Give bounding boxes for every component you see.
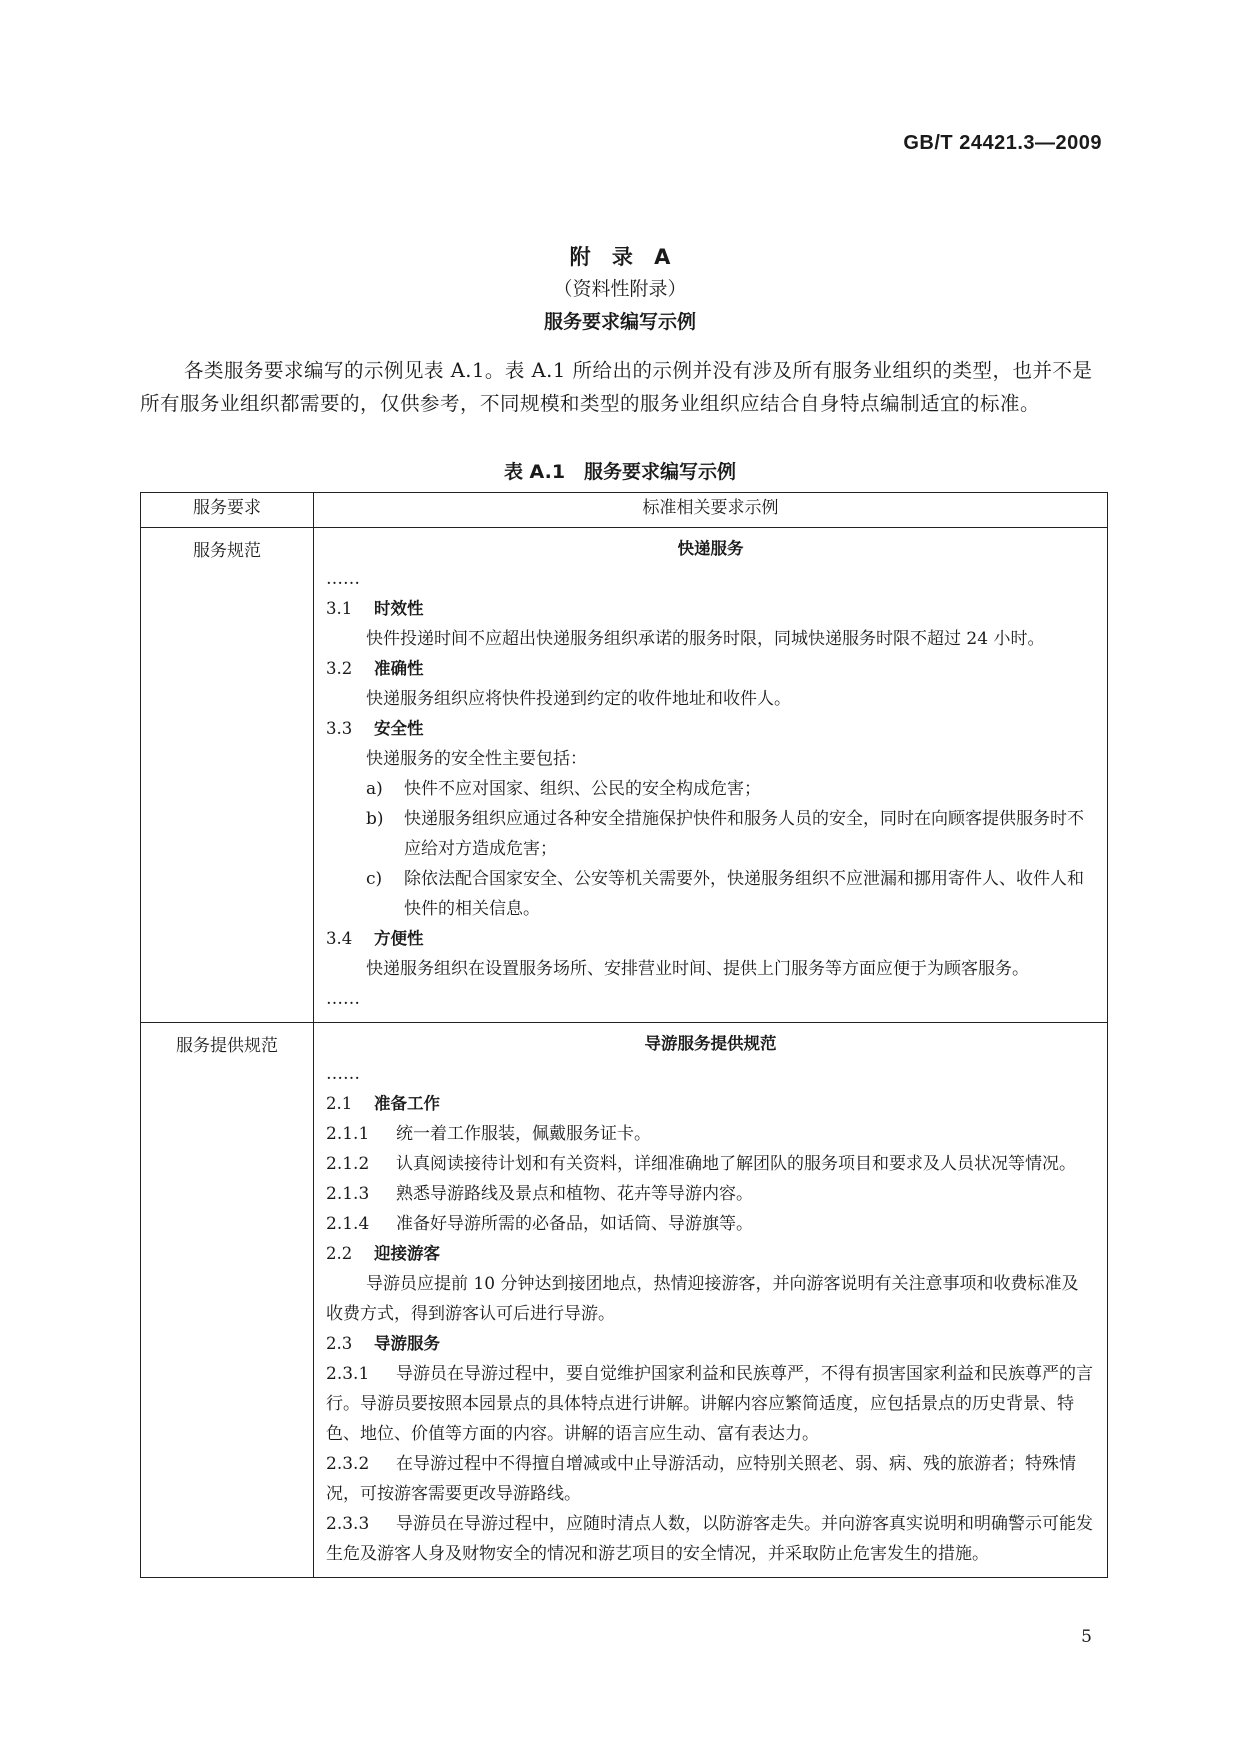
clause-heading (326, 1329, 1095, 1359)
clause-title: 安全性 (374, 719, 424, 738)
list-item (326, 864, 1095, 924)
subclause-number: 2.1.3 (326, 1184, 370, 1204)
list-item-text: 快递服务组织应通过各种安全措施保护快件和服务人员的安全，同时在向顾客提供服务时不应给对方造成危害； (404, 809, 1084, 859)
clause-title: 准备工作 (374, 1094, 440, 1113)
subclause-number: 2.3.3 (326, 1514, 370, 1534)
annex-title: 附 录 A (569, 245, 671, 269)
clause-text: 快递服务组织应将快件投递到约定的收件地址和收件人。 (366, 689, 791, 709)
table-row (141, 528, 1108, 1023)
clause-number: 2.2 (326, 1244, 353, 1263)
subclause-number: 2.1.2 (326, 1154, 370, 1174)
subclause (326, 1149, 1095, 1179)
list-item-text: 除依法配合国家安全、公安等机关需要外，快递服务组织不应泄漏和挪用寄件人、收件人和快件的相关信息。 (404, 869, 1084, 919)
subclause (326, 1179, 1095, 1209)
subclause-text: 导游员在导游过程中，要自觉维护国家利益和民族尊严，不得有损害国家利益和民族尊严的言行。导游员要按照本园景点的具体特点进行讲解。讲解内容应繁简适度，应包括景点的历史背景、特色、地位、价值等方面的内容。讲解的语言应生动、富有表达力。 (326, 1364, 1093, 1444)
ellipsis: …… (326, 1064, 360, 1084)
column-header-requirement: 服务要求 (141, 493, 314, 528)
clause-title: 准确性 (374, 659, 424, 678)
list-marker: b) (366, 809, 384, 829)
subclause-text: 认真阅读接待计划和有关资料，详细准确地了解团队的服务项目和要求及人员状况等情况。 (396, 1154, 1076, 1174)
section-title: 导游服务提供规范 (644, 1034, 777, 1053)
service-requirements-table (140, 492, 1108, 1578)
subclause-paragraph (326, 1359, 1095, 1449)
clause-title: 时效性 (374, 599, 424, 618)
clause-title: 方便性 (374, 929, 424, 948)
clause-text: 快递服务的安全性主要包括： (366, 749, 587, 769)
clause-heading (326, 714, 1095, 744)
subclause-text: 熟悉导游路线及景点和植物、花卉等导游内容。 (396, 1184, 753, 1204)
list-marker: a) (366, 779, 383, 799)
clause-title: 导游服务 (374, 1334, 440, 1353)
subclause-paragraph (326, 1449, 1095, 1509)
page-number: 5 (1081, 1627, 1092, 1647)
table-header-row (141, 493, 1108, 528)
clause-number: 3.4 (326, 929, 353, 948)
row-content (314, 528, 1108, 1023)
clause-text: 快件投递时间不应超出快递服务组织承诺的服务时限，同城快递服务时限不超过 24 小时。 (366, 629, 1045, 649)
subclause (326, 1119, 1095, 1149)
table-caption: 表 A.1 服务要求编写示例 (503, 461, 737, 483)
section-title: 快递服务 (677, 539, 744, 558)
annex-type: （资料性附录） (553, 278, 687, 300)
intro-paragraph: 各类服务要求编写的示例见表 A.1。表 A.1 所给出的示例并没有涉及所有服务业组织的类型，也并不是所有服务业组织都需要的，仅供参考，不同规模和类型的服务业组织应结合自身特点编制适宜的标准。 (140, 359, 1093, 415)
clause-number: 3.1 (326, 599, 353, 618)
list-marker: c) (366, 869, 383, 889)
table-row (141, 1023, 1108, 1578)
column-header-examples: 标准相关要求示例 (314, 493, 1108, 528)
ellipsis: …… (326, 569, 360, 589)
row-label: 服务规范 (141, 528, 314, 1023)
list-item-text: 快件不应对国家、组织、公民的安全构成危害； (404, 779, 761, 799)
subclause-number: 2.3.2 (326, 1454, 370, 1474)
clause-heading (326, 1239, 1095, 1269)
clause-title: 迎接游客 (374, 1244, 440, 1263)
subclause-number: 2.1.1 (326, 1124, 370, 1144)
clause-number: 2.1 (326, 1094, 353, 1113)
clause-number: 3.3 (326, 719, 353, 738)
clause-text: 导游员应提前 10 分钟达到接团地点，热情迎接游客，并向游客说明有关注意事项和收费标准及收费方式，得到游客认可后进行导游。 (326, 1274, 1079, 1324)
list-item (326, 774, 1095, 804)
subclause-text: 在导游过程中不得擅自增减或中止导游活动，应特别关照老、弱、病、残的旅游者；特殊情况，可按游客需要更改导游路线。 (326, 1454, 1076, 1504)
subclause (326, 1209, 1095, 1239)
subclause-number: 2.1.4 (326, 1214, 370, 1234)
clause-heading (326, 1089, 1095, 1119)
subclause-text: 准备好导游所需的必备品，如话筒、导游旗等。 (396, 1214, 753, 1234)
annex-name: 服务要求编写示例 (543, 311, 696, 333)
subclause-paragraph (326, 1509, 1095, 1569)
standard-code: GB/T 24421.3—2009 (903, 132, 1102, 154)
list-item (326, 804, 1095, 864)
clause-heading (326, 924, 1095, 954)
clause-heading (326, 594, 1095, 624)
subclause-text: 导游员在导游过程中，应随时清点人数，以防游客走失。并向游客真实说明和明确警示可能发生危及游客人身及财物安全的情况和游艺项目的安全情况，并采取防止危害发生的措施。 (326, 1514, 1093, 1564)
clause-heading (326, 654, 1095, 684)
row-label: 服务提供规范 (141, 1023, 314, 1578)
ellipsis: …… (326, 989, 360, 1009)
clause-number: 2.3 (326, 1334, 353, 1353)
row-content (314, 1023, 1108, 1578)
subclause-number: 2.3.1 (326, 1364, 370, 1384)
subclause-text: 统一着工作服装，佩戴服务证卡。 (396, 1124, 651, 1144)
clause-text: 快递服务组织在设置服务场所、安排营业时间、提供上门服务等方面应便于为顾客服务。 (366, 959, 1029, 979)
clause-number: 3.2 (326, 659, 353, 678)
